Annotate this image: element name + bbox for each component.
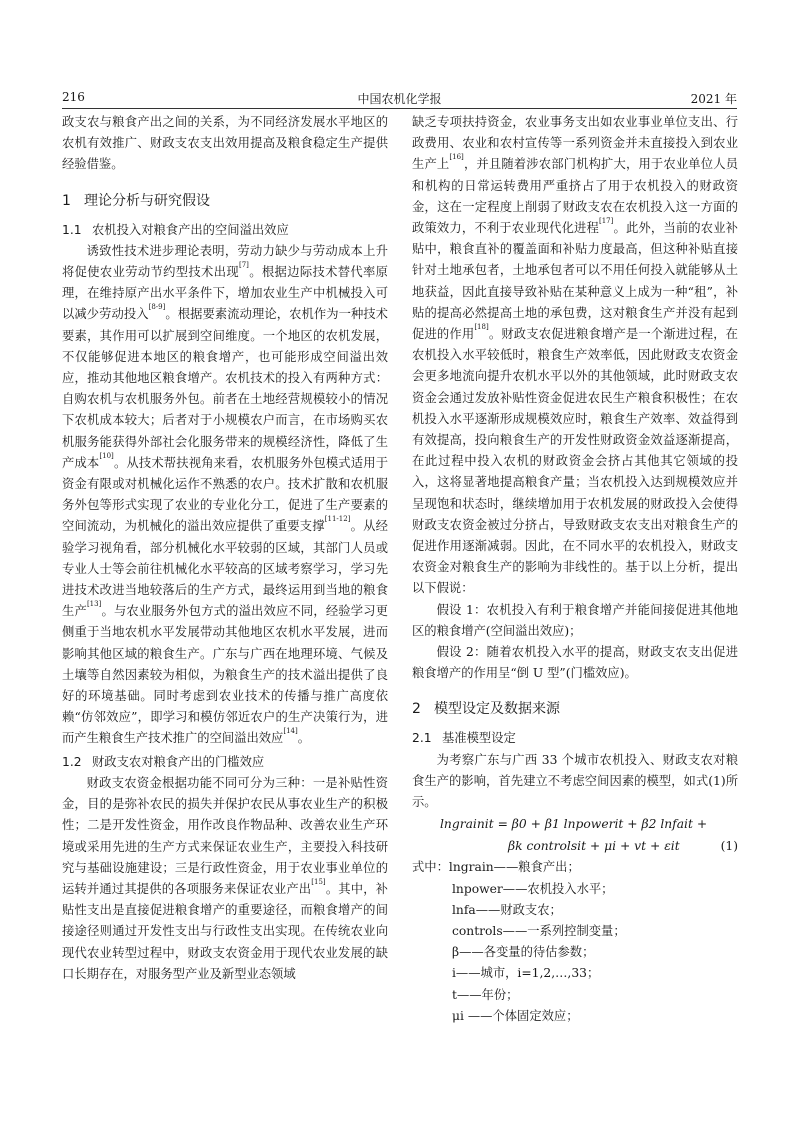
- section-heading-1-2: 1.2 财政支农对粮食产出的门槛效应: [62, 754, 265, 769]
- equation-line: lngrainit = β0 + β1 lnpowerit + β2 lnfait +: [440, 817, 708, 832]
- variable-item: μi ——个体固定效应；: [452, 1008, 579, 1023]
- paragraph: 诱致性技术进步理论表明，劳动力缺少与劳动成本上升将促使农业劳动节约型技术出现[7]。根据边际技术替代率原理，在维持原产出水平条件下，增加农业生产中机械投入可以减少劳动投入[8-9]。根据要素流动理论，农机作为一种技术要素，其作用可以扩展到空间维度。一个地区的农机发展，不仅能够促进本地区的粮食增产，也可能形成空间溢出效应，推动其他地区粮食增产。农机技术的投入有两种方式：自购农机与农机服务外包。前者在土地经营规模较小的情况下农机成本较大；后者对于小规模农户而言，在市场购买农机服务能获得外部社会化服务带来的规模经济性，降低了生产成本[10]。从技术帮扶视角来看，农机服务外包模式适用于资金有限或对机械化运作不熟悉的农户。技术扩散和农机服务外包等形式实现了农业的专业化分工，促进了生产要素的空间流动，为机械化的溢出效应提供了重要支撑[11-12]。从经验学习视角看，部分机械化水平较弱的区域，其部门人员或专业人士等会前往机械化水平较高的区域考察学习，学习先进技术改进当地较落后的生产方式，最终运用到当地的粮食生产[13]。与农业服务外包方式的溢出效应不同，经验学习更侧重于当地农机水平发展带动其他地区农机水平发展，进而影响其他区域的粮食生产。广东与广西在地理环境、气候及土壤等自然因素较为相似，为粮食生产的技术溢出提供了良好的环境基础。同时考虑到农业技术的传播与推广高度依赖“仿邻效应”，即学习和模仿邻近农户的生产决策行为，进而产生粮食生产技术推广的空间溢出效应[14]。: [62, 243, 388, 746]
- page-number: 216: [62, 90, 85, 104]
- equation-line: βk controlsit + μi + vt + εit (1): [412, 835, 738, 857]
- left-column: [62, 112, 388, 985]
- variable-intro: 式中：lngrain——粮食产出；: [412, 860, 580, 875]
- paragraph: 政支农与粮食产出之间的关系，为不同经济发展水平地区的农机有效推广、财政支农支出效用提高及粮食稳定生产提供经验借鉴。: [62, 115, 388, 172]
- variable-item: i——城市，i=1,2,…,33；: [452, 966, 600, 981]
- citation: [14]: [283, 727, 298, 736]
- section-heading-1: 1 理论分析与研究假设: [62, 192, 210, 209]
- equation-number: (1): [720, 839, 738, 854]
- citation: [13]: [86, 600, 102, 609]
- paragraph: 缺乏专项扶持资金，农业事务支出如农业事业单位支出、行政费用、农业和农村宣传等一系列资金并未直接投入到农业生产上[16]，并且随着涉农部门机构扩大，用于农业单位人员和机构的日常运转费用严重挤占了用于农机投入的财政资金，这在一定程度上削弱了财政支农在农机投入这一方面的政策效力，不利于农业现代化进程[17]。此外，当前的农业补贴中，粮食直补的覆盖面和补贴力度最高，但这种补贴直接针对土地承包者，土地承包者可以不用任何投入就能够从土地获益，因此直接导致补贴在某种意义上成为一种“租”，补贴的提高必然提高土地的承包费，这对粮食生产并没有起到促进的作用[18]。财政支农促进粮食增产是一个渐进过程，在农机投入水平较低时，粮食生产效率低，因此财政支农资金会更多地流向提升农机水平以外的其他领域，此时财政支农资金会通过发放补贴性资金促进农民生产粮食积极性；在农机投入水平逐渐形成规模效应时，粮食生产效率、效益得到有效提高，投向粮食生产的开发性财政资金效益逐渐提高，在此过程中投入农机的财政资金会挤占其他其它领域的投入，这将显著地提高粮食产量；当农机投入达到规模效应并呈现饱和状态时，继续增加用于农机发展的财政投入会使得财政支农资金被过分挤占，导致财政支农支出对粮食生产的促进作用逐渐减弱。因此，在不同水平的农机投入，财政支农资金对粮食生产的影响为非线性的。基于以上分析，提出以下假说：: [412, 115, 738, 596]
- citation: [17]: [598, 217, 614, 226]
- citation: [16]: [449, 153, 464, 162]
- citation: [10]: [99, 451, 114, 460]
- variable-item: lnfa——财政支农；: [452, 902, 562, 917]
- section-heading-2: 2 模型设定及数据来源: [412, 701, 560, 718]
- citation: [8-9]: [148, 303, 166, 312]
- variable-item: controls——一系列控制变量；: [452, 923, 626, 938]
- right-column: [412, 112, 738, 1027]
- variable-item: t——年份；: [452, 987, 519, 1002]
- citation: [11-12]: [324, 515, 351, 524]
- journal-title: 中国农机化学报: [357, 92, 442, 106]
- variable-item: β——各变量的待估参数；: [452, 945, 595, 960]
- publication-year: 2021 年: [690, 92, 737, 106]
- variable-definitions: [412, 857, 738, 1027]
- section-heading-2-1: 2.1 基准模型设定: [412, 731, 516, 746]
- citation: [15]: [311, 877, 326, 886]
- equation-1: [412, 813, 738, 857]
- paragraph: 财政支农资金根据功能不同可分为三种：一是补贴性资金，目的是弥补农民的损失并保护农民从事农业生产的积极性；二是开发性资金，用作改良作物品种、改善农业生产环境或采用先进的生产方式来保证农业生产，主要投入科技研究与基础设施建设；三是行政性资金，用于农业事业单位的运转并通过其提供的各项服务来保证农业产出[15]。其中，补贴性支出是直接促进粮食增产的重要途径，而粮食增产的间接途径则通过开发性支出与行政性支出实现。在传统农业向现代农业转型过程中，财政支农资金用于现代农业发展的缺口长期存在，对服务型产业及新型业态领域: [62, 775, 388, 981]
- hypothesis-1: 假设 1：农机投入有利于粮食增产并能间接促进其他地区的粮食增产(空间溢出效应)；: [412, 602, 738, 638]
- hypothesis-2: 假设 2：随着农机投入水平的提高，财政支农支出促进粮食增产的作用呈“倒 U 型”(门槛效应)。: [412, 645, 738, 681]
- section-heading-1-1: 1.1 农机投入对粮食产出的空间溢出效应: [62, 222, 289, 237]
- citation: [18]: [474, 323, 489, 332]
- running-header: [62, 88, 737, 109]
- citation: [7]: [239, 261, 249, 270]
- paragraph: 为考察广东与广西 33 个城市农机投入、财政支农对粮食生产的影响，首先建立不考虑空间因素的模型，如式(1)所示。: [412, 752, 738, 810]
- variable-item: lnpower——农机投入水平；: [452, 881, 614, 896]
